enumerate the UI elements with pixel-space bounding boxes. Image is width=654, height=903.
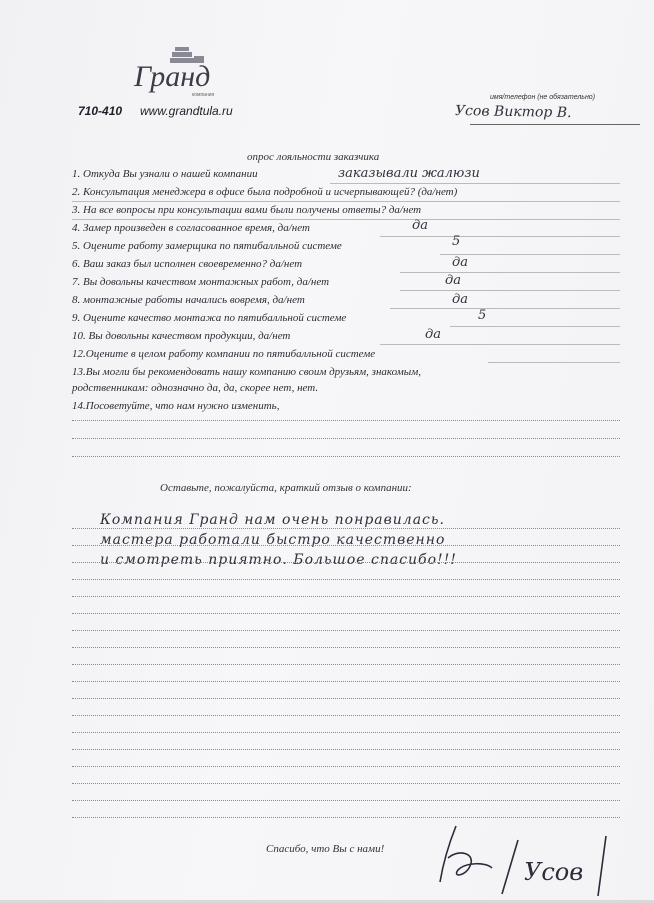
answer-8: да [452,292,468,307]
answer-line [330,183,620,184]
dotted-line [72,681,620,682]
dotted-line [72,715,620,716]
dotted-line [72,732,620,733]
feedback-line-3: и смотреть приятно. Большое спасибо!!! [100,552,457,568]
dotted-line [72,456,620,457]
question-9: 9. Оцените качество монтажа по пятибалльной системе [72,312,347,324]
answer-line [450,326,620,327]
dotted-line [72,749,620,750]
question-10: 10. Вы довольны качеством продукции, да/нет [72,330,291,342]
svg-text:компания: компания [192,92,215,98]
answer-1: заказывали жалюзи [338,166,480,181]
dotted-line [72,438,620,439]
question-12: 12.Оцените в целом работу компании по пятибалльной системе [72,348,376,360]
answer-line [380,236,620,237]
customer-name-handwritten: Усов Виктор В. [454,102,572,122]
dotted-line [72,664,620,665]
question-8: 8. монтажные работы начались вовремя, да/нет [72,294,305,306]
dotted-line [72,562,620,563]
name-line [470,124,640,125]
question-1: 1. Откуда Вы узнали о нашей компании [72,168,258,180]
dotted-line [72,579,620,580]
dotted-line [72,596,620,597]
feedback-line-1: Компания Гранд нам очень понравилась. [100,512,445,528]
survey-title: опрос лояльности заказчика [247,151,380,163]
company-website: www.grandtula.ru [140,104,233,118]
dotted-line [72,800,620,801]
dotted-line [72,698,620,699]
question-13-line-1: 13.Вы могли бы рекомендовать нашу компанию своим друзьям, знакомым, [72,366,421,378]
customer-signature [430,818,630,898]
question-5: 5. Оцените работу замерщика по пятибалльной системе [72,240,342,252]
question-13-line-2: родственникам: однозначно да, да, скорее нет, нет. [72,382,319,394]
question-4: 4. Замер произведен в согласованное время, да/нет [72,222,310,234]
feedback-prompt: Оставьте, пожалуйста, краткий отзыв о компании: [160,482,412,494]
answer-10: да [425,327,441,342]
answer-line [72,201,620,202]
svg-text:Гранд: Гранд [134,60,211,93]
grand-logo [128,44,248,104]
dotted-line [72,630,620,631]
answer-6: да [452,255,468,270]
question-2: 2. Консультация менеджера в офисе была подробной и исчерпывающей? (да/нет) [72,186,458,198]
company-phone: 710-410 [78,104,123,118]
answer-line [390,308,620,309]
question-3: 3. На все вопросы при консультации вами были получены ответы? да/нет [72,204,422,216]
signature-text: Усов [524,858,584,886]
answer-5: 5 [452,234,461,249]
feedback-line-2: мастера работали быстро качественно [100,532,446,548]
dotted-line [72,420,620,421]
dotted-line [72,528,620,529]
name-caption: имя/телефон (не обязательно) [490,94,596,101]
answer-line [72,219,620,220]
question-7: 7. Вы довольны качеством монтажных работ, да/нет [72,276,330,288]
dotted-line [72,545,620,546]
dotted-line [72,613,620,614]
dotted-line [72,766,620,767]
answer-line [400,290,620,291]
answer-9: 5 [478,308,487,323]
question-14: 14.Посоветуйте, что нам нужно изменить, [72,400,280,412]
dotted-line [72,783,620,784]
answer-line [380,344,620,345]
dotted-line [72,647,620,648]
thanks-text: Спасибо, что Вы с нами! [266,843,385,855]
answer-line [400,272,620,273]
answer-7: да [445,273,461,288]
question-6: 6. Ваш заказ был исполнен своевременно? да/нет [72,258,303,270]
answer-line [488,362,620,363]
answer-4: да [412,218,428,233]
